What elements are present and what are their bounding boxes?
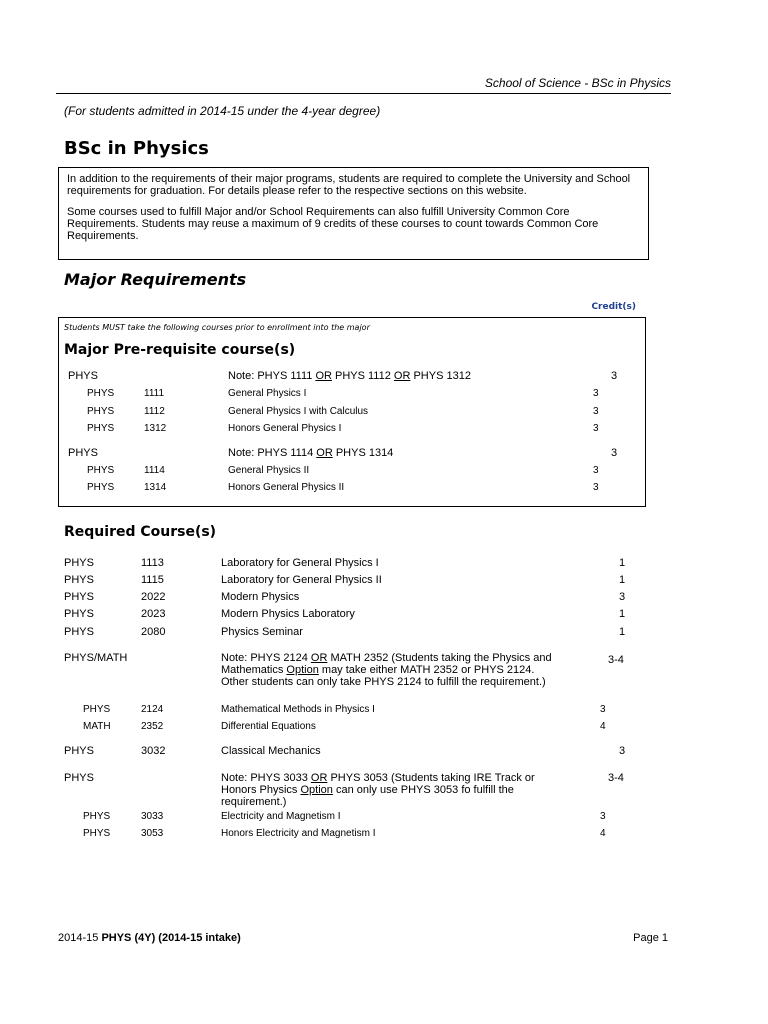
group-note: Note: PHYS 3033 OR PHYS 3053 (Students taking IRE Track or Honors Physics Option can only use PHYS 3053 fo fulfill the requirement.) [221,772,535,808]
group-credits: 3-4 [608,654,624,666]
course-code: 2124 [141,704,164,715]
course-title: Mathematical Methods in Physics I [221,704,375,715]
required-heading: Required Course(s) [64,524,217,540]
course-title: Honors General Physics II [228,482,345,493]
course-credits: 3 [600,704,606,715]
group-note: Note: PHYS 1111 OR PHYS 1112 OR PHYS 1312 [228,370,471,382]
course-credits: 1 [619,557,626,569]
course-title: General Physics II [228,465,310,476]
group-note: Note: PHYS 2124 OR MATH 2352 (Students taking the Physics and Mathematics Option may take either MATH 2352 or PHYS 2124. Other students can only take PHYS 2124 to fulfill the requirement.) [221,652,552,688]
page-title: BSc in Physics [64,138,209,159]
course-credits: 3 [593,465,599,476]
course-title: Laboratory for General Physics I [221,557,379,569]
course-subject: PHYS [64,574,94,586]
intro-box [58,167,649,260]
group-subject: PHYS [68,447,98,459]
header-rule [56,93,671,94]
group-credits: 3 [611,447,618,459]
course-code: 1112 [144,406,165,417]
course-code: 2023 [141,608,166,620]
course-title: General Physics I [228,388,307,399]
footer-page-number: Page 1 [633,932,668,944]
course-subject: PHYS [87,388,115,399]
course-title: Modern Physics [221,591,300,603]
must-take-note: Students MUST take the following courses prior to enrollment into the major [64,323,370,332]
course-credits: 4 [600,721,606,732]
course-credits: 3 [600,811,606,822]
group-credits: 3-4 [608,772,624,784]
course-code: 1312 [144,423,167,434]
course-code: 3032 [141,745,166,757]
course-code: 3053 [141,828,164,839]
course-subject: PHYS [64,745,94,757]
course-code: 1115 [141,574,164,586]
course-subject: PHYS [64,608,94,620]
course-code: 2352 [141,721,164,732]
course-subject: MATH [83,721,111,732]
course-title: Laboratory for General Physics II [221,574,382,586]
course-credits: 1 [619,626,626,638]
intro-paragraph-1: In addition to the requirements of their major programs, students are required to complete the University and School requirements for graduation. For details please refer to the respective sections on this website. [67,173,631,197]
course-title: Modern Physics Laboratory [221,608,355,620]
course-subject: PHYS [64,626,94,638]
course-code: 2080 [141,626,166,638]
course-title: Honors Electricity and Magnetism I [221,828,376,839]
course-credits: 3 [619,745,626,757]
group-subject: PHYS [68,370,98,382]
course-credits: 3 [593,482,599,493]
course-credits: 1 [619,574,626,586]
course-subject: PHYS [83,704,111,715]
group-subject: PHYS [64,772,94,784]
group-credits: 3 [611,370,618,382]
course-credits: 3 [593,423,599,434]
course-code: 1314 [144,482,167,493]
footer-document-label: 2014-15 PHYS (4Y) (2014-15 intake) [58,932,241,944]
course-code: 1114 [144,465,165,476]
header-program-label: School of Science - BSc in Physics [484,76,671,90]
course-title: Classical Mechanics [221,745,321,757]
course-credits: 4 [600,828,606,839]
course-title: Honors General Physics I [228,423,342,434]
course-credits: 3 [593,388,599,399]
course-title: Electricity and Magnetism I [221,811,341,822]
course-subject: PHYS [87,423,115,434]
course-title: Physics Seminar [221,626,303,638]
course-credits: 3 [619,591,626,603]
credits-column-header: Credit(s) [591,302,636,312]
admission-note: (For students admitted in 2014-15 under the 4-year degree) [64,104,381,118]
course-credits: 3 [593,406,599,417]
group-note: Note: PHYS 1114 OR PHYS 1314 [228,447,394,459]
course-subject: PHYS [83,828,111,839]
course-subject: PHYS [87,406,115,417]
prerequisite-heading: Major Pre-requisite course(s) [64,342,296,358]
intro-paragraph-2: Some courses used to fulfill Major and/or School Requirements can also fulfill University Common Core Requirements. Students may reuse a maximum of 9 credits of these courses to count towards Common Core Requirements. [67,206,599,242]
course-credits: 1 [619,608,626,620]
group-subject: PHYS/MATH [64,652,128,664]
course-subject: PHYS [87,482,115,493]
course-code: 2022 [141,591,166,603]
course-subject: PHYS [64,557,94,569]
course-subject: PHYS [64,591,94,603]
course-subject: PHYS [83,811,111,822]
course-code: 1113 [141,557,164,569]
course-subject: PHYS [87,465,115,476]
course-code: 3033 [141,811,164,822]
course-code: 1111 [144,388,165,399]
course-title: Differential Equations [221,721,316,732]
major-requirements-heading: Major Requirements [64,270,247,289]
course-title: General Physics I with Calculus [228,406,369,417]
